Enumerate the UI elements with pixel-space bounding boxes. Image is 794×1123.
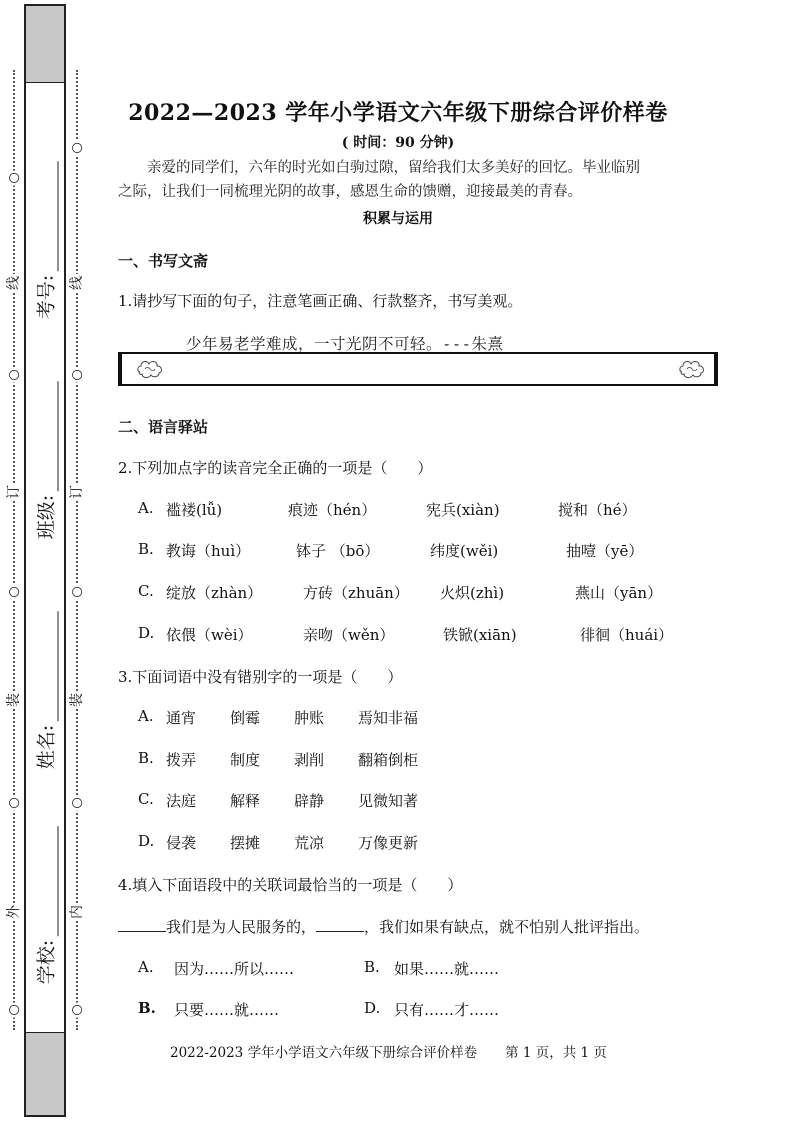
cloud-ornament-icon <box>136 358 164 380</box>
outer-mark-circle: ○ <box>6 172 22 184</box>
frame-shade-top <box>26 6 64 83</box>
inner-mark-circle: ○ <box>69 369 85 381</box>
q4-option-a-text[interactable]: 因为……所以…… <box>174 960 295 978</box>
inner-mark-bind: 订 <box>69 485 85 499</box>
question-3: 3.下面词语中没有错别字的一项是（ ） <box>118 668 403 686</box>
part2-heading: 二、语言驿站 <box>118 418 209 436</box>
inner-mark-circle: ○ <box>69 797 85 809</box>
q4-sentence: 我们是为人民服务的， ，我们如果有缺点，就不怕别人批评指出。 <box>118 916 649 937</box>
school-label: 学校: <box>35 939 58 985</box>
inner-mark-line: 线 <box>69 276 85 290</box>
exam-time: ( 时间：90 分钟) <box>341 135 455 151</box>
inner-mark-circle: ○ <box>69 586 85 598</box>
outer-mark-line: 线 <box>6 276 22 290</box>
footer-page-number: 第 1 页，共 1 页 <box>505 1045 607 1061</box>
outer-mark-circle: ○ <box>6 586 22 598</box>
q4-option-b-letter[interactable]: B. <box>364 958 380 976</box>
q4-option-a-letter[interactable]: A. <box>138 958 154 976</box>
outer-mark-circle: ○ <box>6 1004 22 1016</box>
page-footer <box>170 1041 607 1061</box>
outer-mark-outside: 外 <box>6 905 22 919</box>
inner-mark-seal: 装 <box>69 693 85 707</box>
class-field[interactable] <box>32 381 59 539</box>
q4-option-d-letter[interactable]: D. <box>364 999 381 1017</box>
outer-mark-seal: 装 <box>6 693 22 707</box>
frame-shade-bottom <box>26 1032 64 1115</box>
question-1: 1.请抄写下面的句子，注意笔画正确、行款整齐，书写美观。 <box>118 292 523 310</box>
class-label: 班级: <box>35 494 58 540</box>
inner-mark-circle: ○ <box>69 142 85 154</box>
question-4: 4.填入下面语段中的关联词最恰当的一项是（ ） <box>118 876 463 894</box>
name-line[interactable] <box>42 611 59 721</box>
question-2: 2.下列加点字的读音完全正确的一项是（ ） <box>118 459 433 477</box>
outer-mark-circle: ○ <box>6 369 22 381</box>
binding-margin <box>0 0 100 1123</box>
name-label: 姓名: <box>35 724 58 770</box>
fill-blank-2[interactable] <box>316 917 364 932</box>
outer-mark-bind: 订 <box>6 485 22 499</box>
exam-number-line[interactable] <box>42 161 59 271</box>
q4-option-c-text[interactable]: 只要……就…… <box>174 1001 280 1019</box>
school-line[interactable] <box>42 826 59 936</box>
class-line[interactable] <box>42 381 59 491</box>
part1-heading: 一、书写文斋 <box>118 252 209 270</box>
school-field[interactable] <box>32 826 59 984</box>
inner-dotted-line <box>76 70 78 1030</box>
copy-sentence: 少年易老学难成，一寸光阴不可轻。---朱熹 <box>186 335 504 353</box>
intro-paragraph: 亲爱的同学们，六年的时光如白驹过隙，留给我们太多美好的回忆。毕业临别之际，让我们一同梳理光阴的故事，感恩生命的馈赠，迎接最美的青春。 <box>118 160 640 200</box>
q4-option-b-text[interactable]: 如果……就…… <box>394 960 500 978</box>
q4-option-d-text[interactable]: 只有……才…… <box>394 1001 500 1019</box>
footer-title: 2022-2023 学年小学语文六年级下册综合评价样卷 <box>170 1045 478 1061</box>
cloud-ornament-icon <box>678 358 706 380</box>
section-title: 积累与运用 <box>363 211 433 227</box>
inner-mark-inside: 内 <box>69 905 85 919</box>
exam-number-label: 考号: <box>35 274 58 320</box>
fill-blank-1[interactable] <box>118 917 166 932</box>
writing-box[interactable] <box>118 352 718 386</box>
outer-mark-circle: ○ <box>6 797 22 809</box>
q4-option-c-letter[interactable]: B. <box>138 999 156 1017</box>
name-field[interactable] <box>32 611 59 769</box>
inner-mark-circle: ○ <box>69 1004 85 1016</box>
exam-number-field[interactable] <box>32 161 59 319</box>
page-title: 2022—2023 学年小学语文六年级下册综合评价样卷 <box>128 100 668 126</box>
outer-dotted-line <box>13 70 15 1030</box>
